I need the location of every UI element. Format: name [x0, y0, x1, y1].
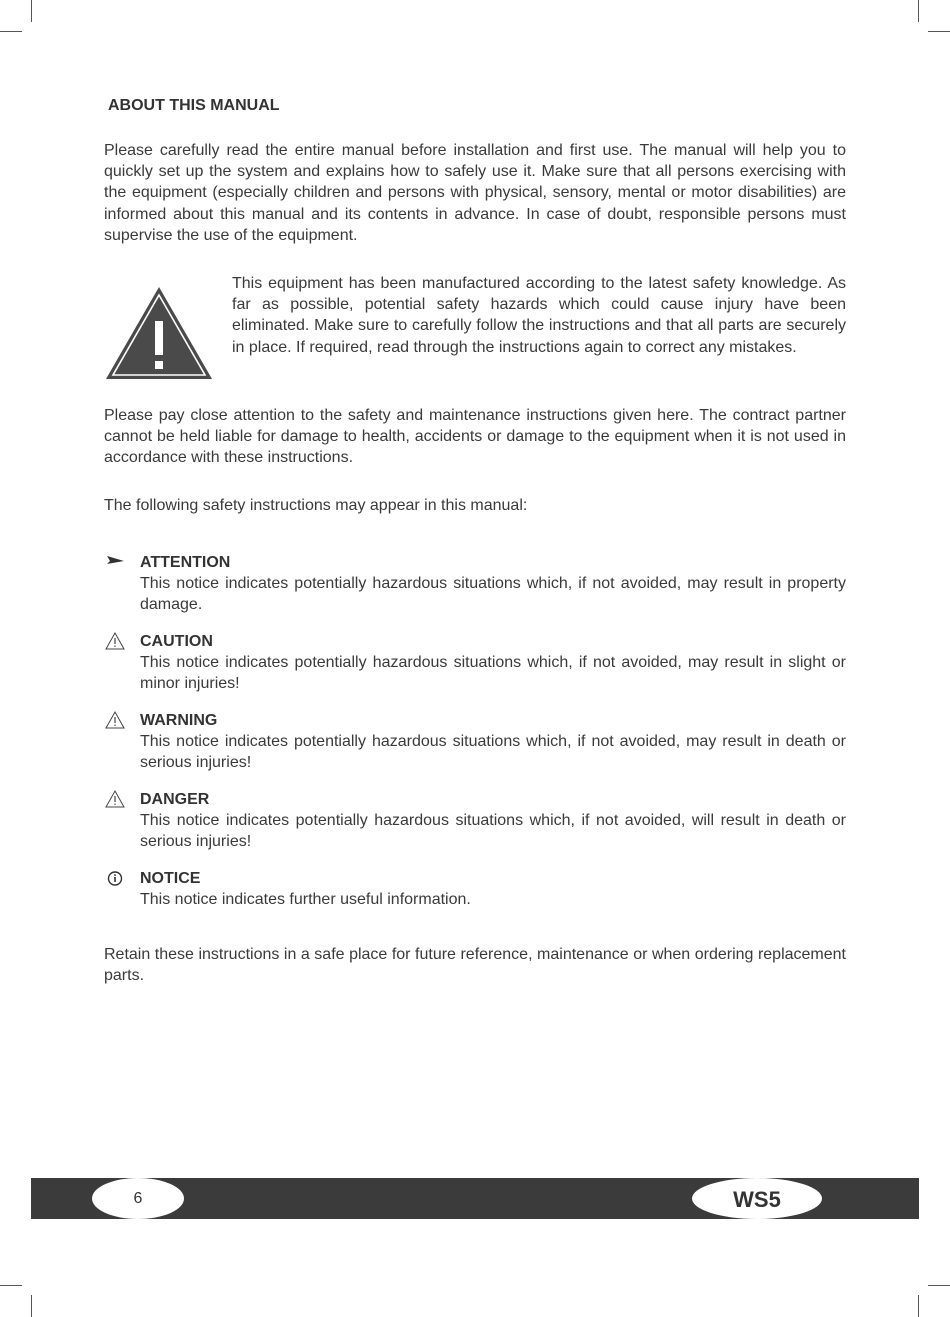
- crop-mark: [918, 0, 919, 22]
- arrow-right-icon: [104, 552, 126, 572]
- danger-triangle-icon: [104, 789, 126, 809]
- notice-text: This notice indicates potentially hazardous situations which, if not avoided, may result in property damage.: [140, 575, 846, 614]
- closing-paragraph: Retain these instructions in a safe place for future reference, maintenance or when ordering replacement parts.: [104, 946, 846, 985]
- notice-label: WARNING: [140, 712, 218, 729]
- info-circle-icon: [104, 868, 126, 888]
- crop-mark: [918, 1295, 919, 1317]
- notice-label: DANGER: [140, 791, 210, 808]
- warning-triangle-icon: [104, 285, 214, 381]
- notice-text: This notice indicates potentially hazardous situations which, if not avoided, may result in slight or minor injuries!: [140, 654, 846, 693]
- notice-label: NOTICE: [140, 870, 201, 887]
- list-intro: The following safety instructions may appear in this manual:: [104, 497, 528, 514]
- crop-mark: [0, 1285, 22, 1286]
- warning-text: This equipment has been manufactured according to the latest safety knowledge. As far as possible, potential safety hazards which could cause injury have been eliminated. Make sure to carefully follow the instructions and that all parts are securely in place. If required, read through the instructions again to correct any mistakes.: [232, 275, 846, 356]
- notice-text: This notice indicates potentially hazardous situations which, if not avoided, may result in death or serious injuries!: [140, 733, 846, 772]
- notice-text: This notice indicates potentially hazardous situations which, if not avoided, will result in death or serious injuries!: [140, 812, 846, 851]
- notice-text: This notice indicates further useful information.: [140, 891, 471, 908]
- crop-mark: [31, 1295, 32, 1317]
- crop-mark: [928, 31, 950, 32]
- warning-triangle-icon: [104, 710, 126, 730]
- liability-paragraph: Please pay close attention to the safety and maintenance instructions given here. The contract partner cannot be held liable for damage to health, accidents or damage to the equipment when it is not used in accordance with these instructions.: [104, 407, 846, 467]
- crop-mark: [31, 0, 32, 22]
- caution-triangle-icon: [104, 631, 126, 651]
- model-name: WS5: [733, 1187, 781, 1212]
- notice-label: CAUTION: [140, 633, 213, 650]
- crop-mark: [0, 31, 22, 32]
- notice-label: ATTENTION: [140, 554, 231, 571]
- intro-paragraph: Please carefully read the entire manual before installation and first use. The manual will help you to quickly set up the system and explains how to safely use it. Make sure that all persons exercising with the equipment (especially children and persons with physical, sensory, mental or motor disabilities) are informed about this manual and its contents in advance. In case of doubt, responsible persons must supervise the use of the equipment.: [104, 142, 846, 244]
- crop-mark: [928, 1285, 950, 1286]
- page-title: ABOUT THIS MANUAL: [108, 97, 280, 114]
- warning-block: [104, 273, 846, 383]
- page-number: 6: [133, 1190, 143, 1207]
